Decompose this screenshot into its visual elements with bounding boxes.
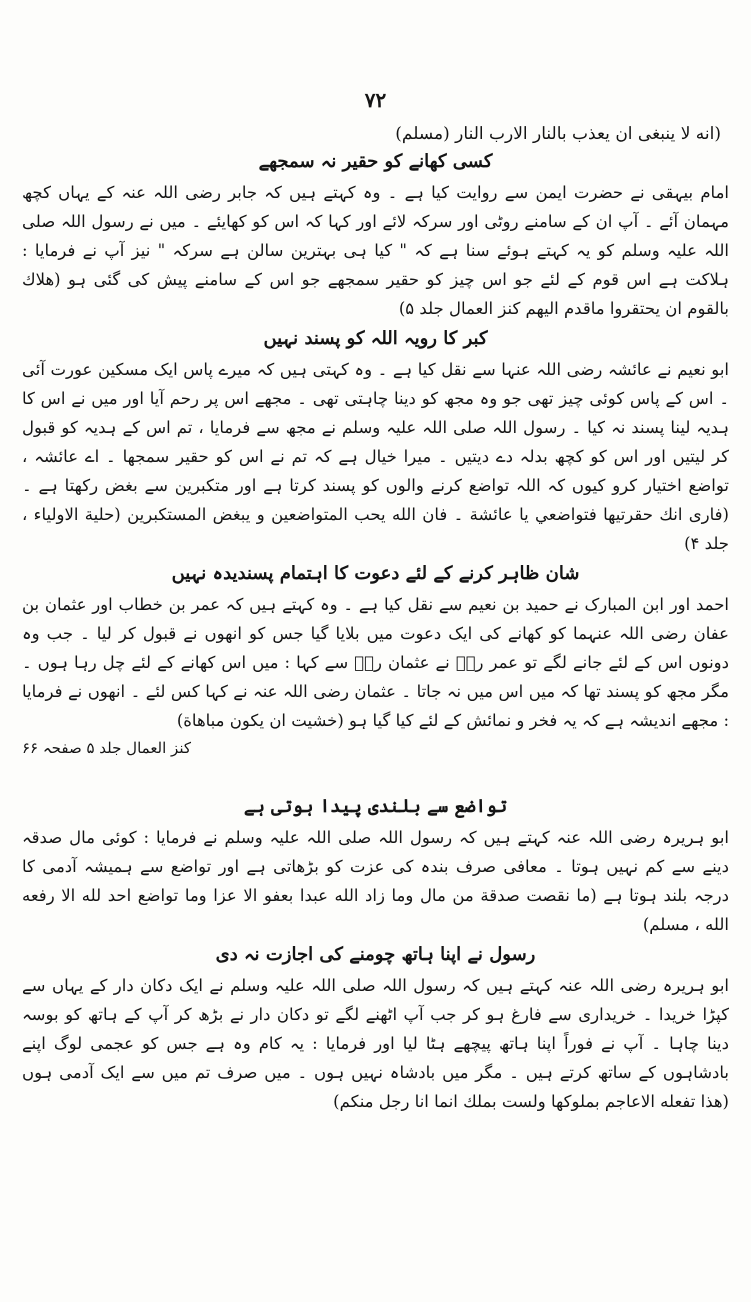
section-reference-3: کنز العمال جلد ۵ صفحہ ۶۶ <box>22 739 192 757</box>
section-body-1: امام بیہقی نے حضرت ایمن سے روایت کیا ہے ۔ وہ کہتے ہیں کہ جابر رضی اللہ عنہ کے یہاں کچھ مہمان آئے ۔ آپ ان کے سامنے روٹی اور سرکہ لائے اور کہا کہ اس کو کھایئے ۔ میں نے رسول اللہ صلی اللہ علیہ وسلم کو یہ کہتے ہوئے سنا ہے کہ " کیا ہی بہترین سالن ہے سرکہ " نیز آپ نے فرمایا : ہلاکت ہے اس قوم کے لئے جو اس چیز کو حقیر سمجھے جو اس کے سامنے پیش کی گئی ہو (هلاك بالقوم ان يحتقروا ماقدم اليهم کنز العمال جلد ۵) <box>22 183 729 318</box>
section-heading-2: کبر کا رویہ اللہ کو پسند نہیں <box>263 328 488 349</box>
page-content <box>22 122 729 1116</box>
section-heading-5: رسول نے اپنا ہاتھ چومنے کی اجازت نہ دی <box>215 944 536 965</box>
opening-quote-line: (انه لا ینبغی ان یعذب بالنار الارب النار (مسلم) <box>395 124 721 144</box>
section-heading-3: شان ظاہر کرنے کے لئے دعوت کا اہتمام پسندیدہ نہیں <box>171 563 580 584</box>
section-body-3: احمد اور ابن المبارک نے حمید بن نعیم سے نقل کیا ہے ۔ وہ کہتے ہیں کہ عمر بن خطاب اور عثمان بن عفان رضی اللہ عنہما کو کھانے کی ایک دعوت میں بلایا گیا جس کو انھوں نے قبول کر لیا ۔ جب وہ دونوں اس کے لئے جانے لگے تو عمر رضؓ نے عثمان رضؓ سے کہا : میں اس کھانے کے لئے چل رہا ہوں ۔ مگر مجھ کو پسند تھا کہ میں اس میں نہ جاتا ۔ عثمان رضی اللہ عنہ نے کہا کس لئے ۔ انھوں نے فرمایا : مجھے اندیشہ ہے کہ یہ فخر و نمائش کے لئے کیا گیا ہو (خشيت ان يكون مباهاة) <box>22 595 729 730</box>
section-spacer <box>22 761 729 791</box>
section-body-5: ابو ہریرہ رضی اللہ عنہ کہتے ہیں کہ رسول اللہ صلی اللہ علیہ وسلم نے ایک دکان دار کے یہاں سے کپڑا خریدا ۔ خریداری سے فارغ ہو کر جب آپ اٹھنے لگے تو دکان دار نے بڑھ کر آپ کے ہاتھ کو بوسہ دینا چاہا ۔ آپ نے فوراً اپنا ہاتھ پیچھے ہٹا لیا اور فرمایا : یہ کام وہ ہے جس کو عجمی لوگ اپنے بادشاہوں کے ساتھ کرتے ہیں ۔ مگر میں بادشاہ نہیں ہوں ۔ میں صرف تم میں سے ایک آدمی ہوں (هذا تفعله الاعاجم بملوكها ولست بملك انما انا رجل منكم) <box>22 976 729 1111</box>
section-body-2: ابو نعیم نے عائشہ رضی اللہ عنہا سے نقل کیا ہے ۔ وہ کہتی ہیں کہ میرے پاس ایک مسکین عورت آئی ۔ اس کے پاس کوئی چیز تھی جو وہ مجھ کو دینا چاہتی تھی ۔ مجھے اس پر رحم آیا اور میں نے اس کا ہدیہ لینا پسند نہ کیا ۔ رسول اللہ صلی اللہ علیہ وسلم نے مجھ سے فرمایا ، تم اس کے ہدیہ کو قبول کر لیتیں اور اس کو کچھ بدلہ دے دیتیں ۔ میرا خیال ہے کہ تم نے اس کو حقیر سمجھا ۔ اے عائشہ ، تواضع اختیار کرو کیوں کہ اللہ تواضع کرنے والوں کو پسند کرتا ہے اور متکبرین سے بغض رکھتا ہے ۔ (فاری انك حقرتيها فتواضعي يا عائشة ۔ فان الله يحب المتواضعين و يبغض المستكبرين (حلية الاولياء ، جلد ۴) <box>22 360 729 553</box>
section-body-4: ابو ہریرہ رضی اللہ عنہ کہتے ہیں کہ رسول اللہ صلی اللہ علیہ وسلم نے فرمایا : کوئی مال صدقہ دینے سے کم نہیں ہوتا ۔ معافی صرف بندہ کی عزت کو بڑھاتی ہے اور تواضع سے ہمیشہ آدمی کا درجہ بلند ہوتا ہے (ما نقصت صدقة من مال وما زاد الله عبدا بعفو الا عزا وما تواضع احد لله الا رفعه الله ، مسلم) <box>22 828 729 934</box>
section-heading-4: تواضع سے بلندی پیدا ہوتی ہے <box>243 796 508 817</box>
page-number: ۷۲ <box>364 88 387 112</box>
section-heading-1: کسی کھانے کو حقیر نہ سمجھے <box>258 151 493 172</box>
